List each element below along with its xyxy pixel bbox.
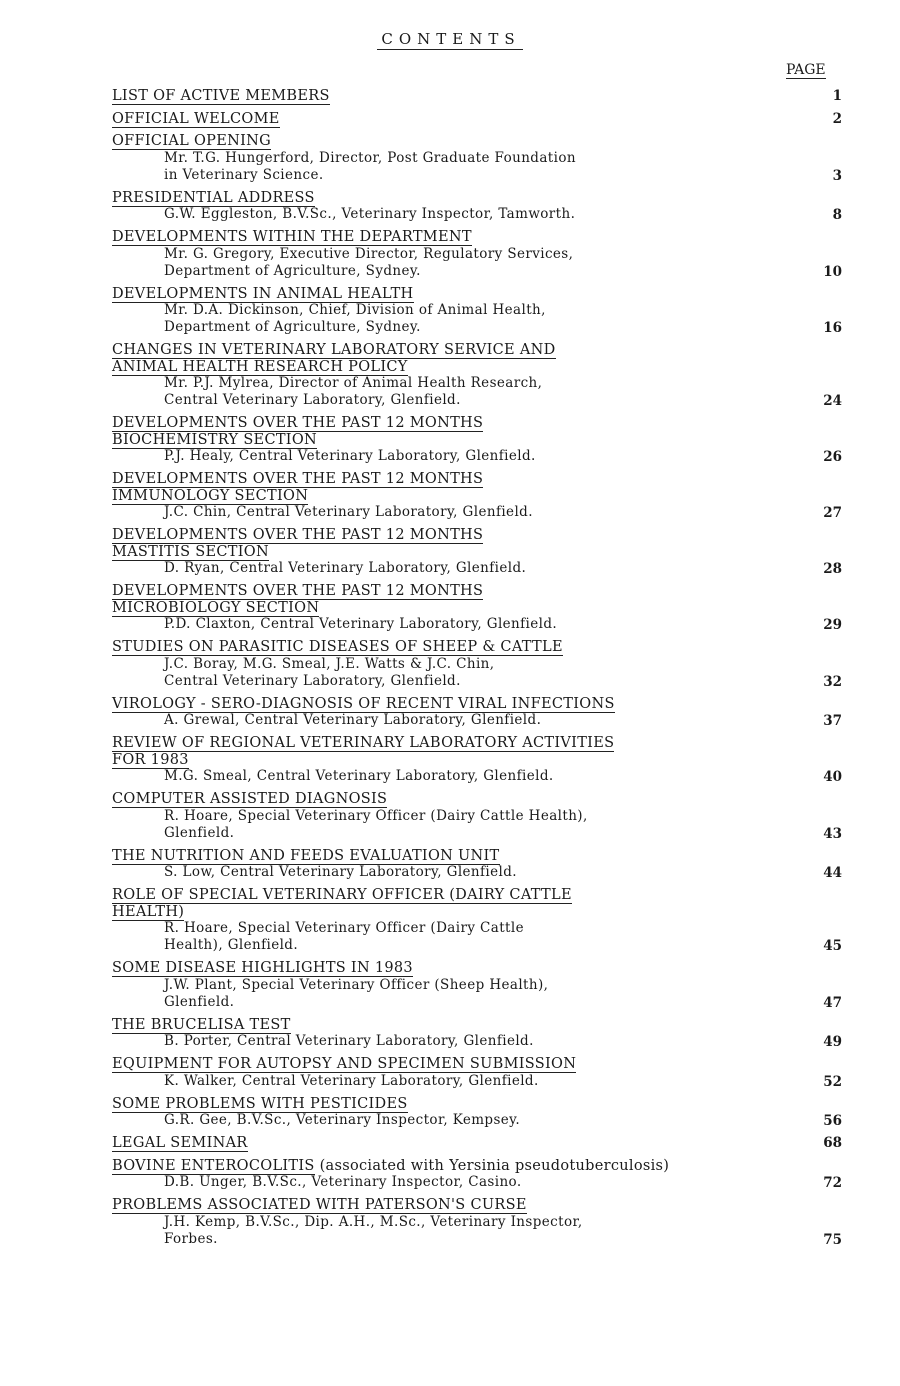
entry-heading [112,696,830,713]
entry-heading [112,583,830,616]
entry-page-number: 1 [832,88,842,104]
entry-heading-line: DEVELOPMENTS OVER THE PAST 12 MONTHS [112,583,484,599]
toc-entry [0,1135,900,1152]
toc-entry [0,88,900,105]
entry-page-number: 16 [823,320,842,336]
toc-entry [0,960,900,1011]
toc-entry [0,848,900,882]
entry-heading [112,111,830,128]
entry-heading [112,229,830,246]
entry-heading-line: DEVELOPMENTS OVER THE PAST 12 MONTHS [112,471,484,487]
entry-heading-line: CHANGES IN VETERINARY LABORATORY SERVICE AND [112,342,556,358]
entry-author-line: P.J. Healy, Central Veterinary Laboratory, Glenfield. [164,448,536,464]
toc-entry [0,471,900,521]
entry-author-line: J.C. Boray, M.G. Smeal, J.E. Watts & J.C. Chin, [164,655,495,672]
entry-heading [112,1056,830,1073]
entry-page-number: 29 [823,617,842,633]
toc-entry [0,111,900,128]
entry-author-line: J.W. Plant, Special Veterinary Officer (Sheep Health), [164,976,549,993]
entry-heading-line: BIOCHEMISTRY SECTION [112,431,318,448]
entry-heading [112,1197,830,1214]
entry-heading-line: MASTITIS SECTION [112,543,269,560]
entry-author-line: Glenfield. [164,993,235,1010]
entry-heading [112,415,830,448]
toc-entry [0,1158,900,1192]
entry-heading-line: THE BRUCELISA TEST [112,1016,291,1033]
entry-page-number: 44 [823,865,842,881]
toc-entry [0,415,900,465]
entry-heading [112,791,830,808]
entry-page-number: 8 [832,207,842,223]
entry-page-number: 40 [823,769,842,785]
entry-author-line: Central Veterinary Laboratory, Glenfield. [164,672,461,689]
entry-heading-line: PROBLEMS ASSOCIATED WITH PATERSON'S CURSE [112,1197,527,1213]
entry-heading [112,88,830,105]
entry-heading-line: FOR 1983 [112,751,189,768]
toc-entry [0,639,900,690]
entry-heading-line: THE NUTRITION AND FEEDS EVALUATION UNIT [112,847,500,864]
entry-page-number: 27 [823,505,842,521]
entry-author-line: D. Ryan, Central Veterinary Laboratory, Glenfield. [164,560,527,576]
toc-entry [0,791,900,842]
entry-page-number: 52 [823,1073,842,1090]
toc-entry [0,696,900,730]
entry-heading [112,1158,830,1175]
entry-heading-line: ROLE OF SPECIAL VETERINARY OFFICER (DAIRY CATTLE [112,887,572,903]
entry-author-line: G.R. Gee, B.V.Sc., Veterinary Inspector, Kempsey. [164,1112,521,1128]
entry-author-line: Department of Agriculture, Sydney. [164,262,421,279]
entry-page-number: 10 [823,263,842,280]
entry-author-line: B. Porter, Central Veterinary Laboratory, Glenfield. [164,1033,534,1049]
entry-author-line: J.C. Chin, Central Veterinary Laboratory, Glenfield. [164,504,533,520]
entry-heading [112,1096,830,1113]
toc-entry [0,1197,900,1248]
entry-heading [112,190,830,207]
toc-entry [0,342,900,409]
entry-heading [112,286,830,303]
entry-author-line: P.D. Claxton, Central Veterinary Laboratory, Glenfield. [164,616,558,632]
entry-heading-line: MICROBIOLOGY SECTION [112,599,320,616]
entry-author-line: G.W. Eggleston, B.V.Sc., Veterinary Inspector, Tamworth. [164,206,576,222]
entry-page-number: 2 [832,110,842,127]
entry-author-line: Mr. T.G. Hungerford, Director, Post Graduate Foundation [164,149,576,166]
entry-heading-line: STUDIES ON PARASITIC DISEASES OF SHEEP & CATTLE [112,639,563,655]
entry-author-line: Forbes. [164,1230,218,1247]
page-column-label: PAGE [786,62,826,78]
entry-heading-line: DEVELOPMENTS WITHIN THE DEPARTMENT [112,229,472,245]
entry-author-line: J.H. Kemp, B.V.Sc., Dip. A.H., M.Sc., Veterinary Inspector, [164,1213,583,1230]
entry-page-number: 45 [823,938,842,954]
entry-heading [112,342,830,375]
entry-heading [112,1017,830,1034]
entry-heading-line: PRESIDENTIAL ADDRESS [112,189,315,206]
entry-page-number: 72 [823,1175,842,1191]
entry-heading-line: DEVELOPMENTS OVER THE PAST 12 MONTHS [112,415,484,431]
entry-heading [112,133,830,150]
entry-author-line: A. Grewal, Central Veterinary Laboratory, Glenfield. [164,712,542,728]
entry-page-number: 37 [823,713,842,729]
entry-author-line: D.B. Unger, B.V.Sc., Veterinary Inspector, Casino. [164,1174,522,1190]
entry-heading-line: BOVINE ENTEROCOLITIS [112,1157,315,1174]
entry-author-line: R. Hoare, Special Veterinary Officer (Dairy Cattle [164,920,524,936]
entry-heading-line: OFFICIAL WELCOME [112,110,280,127]
entry-heading-line: HEALTH) [112,903,185,920]
entry-page-number: 28 [823,561,842,577]
entry-page-number: 75 [823,1231,842,1248]
entry-author-line: Mr. D.A. Dickinson, Chief, Division of Animal Health, [164,302,546,318]
entry-heading-line: SOME DISEASE HIGHLIGHTS IN 1983 [112,960,413,976]
entry-page-number: 26 [823,449,842,465]
toc-entry [0,1056,900,1090]
toc-entry [0,190,900,224]
entry-author-line: Glenfield. [164,824,235,841]
entry-heading-line: DEVELOPMENTS IN ANIMAL HEALTH [112,285,414,302]
entry-heading [112,471,830,504]
toc-entry [0,887,900,954]
entry-heading-line: LIST OF ACTIVE MEMBERS [112,88,330,104]
entry-author-line: R. Hoare, Special Veterinary Officer (Dairy Cattle Health), [164,807,588,824]
entry-author-line: M.G. Smeal, Central Veterinary Laboratory, Glenfield. [164,768,554,784]
contents-title: CONTENTS [0,30,900,48]
entry-author-line: Central Veterinary Laboratory, Glenfield. [164,392,461,408]
entry-heading [112,848,830,865]
toc-entry [0,229,900,280]
entry-heading-line: LEGAL SEMINAR [112,1135,248,1151]
entry-author-line: K. Walker, Central Veterinary Laboratory, Glenfield. [164,1072,539,1089]
entry-heading-line: EQUIPMENT FOR AUTOPSY AND SPECIMEN SUBMISSION [112,1056,577,1072]
entry-page-number: 49 [823,1034,842,1050]
entry-heading-line: SOME PROBLEMS WITH PESTICIDES [112,1095,408,1112]
entry-heading [112,639,830,656]
entry-page-number: 56 [823,1113,842,1129]
entry-page-number: 47 [823,994,842,1011]
entry-author-line: Mr. P.J. Mylrea, Director of Animal Health Research, [164,375,543,391]
entry-heading-line: OFFICIAL OPENING [112,133,271,149]
entry-author-line: in Veterinary Science. [164,166,324,183]
toc-entry [0,1017,900,1051]
toc-entry [0,735,900,785]
entry-author-line: S. Low, Central Veterinary Laboratory, Glenfield. [164,864,517,880]
entry-heading [112,527,830,560]
entry-page-number: 68 [823,1135,842,1151]
entry-heading [112,960,830,977]
entry-heading-line: DEVELOPMENTS OVER THE PAST 12 MONTHS [112,527,484,543]
entry-author-line: Health), Glenfield. [164,937,299,953]
table-of-contents [0,88,900,1254]
entry-page-number: 24 [823,393,842,409]
entry-heading-line: IMMUNOLOGY SECTION [112,487,309,504]
entry-author-line: Mr. G. Gregory, Executive Director, Regulatory Services, [164,245,574,262]
toc-entry [0,133,900,184]
entry-page-number: 32 [823,673,842,690]
entry-heading-line: ANIMAL HEALTH RESEARCH POLICY [112,358,408,375]
entry-heading [112,887,830,920]
entry-heading [112,1135,830,1152]
entry-heading [112,735,830,768]
toc-entry [0,583,900,633]
toc-entry [0,527,900,577]
toc-entry [0,1096,900,1130]
toc-entry [0,286,900,337]
entry-heading-line: VIROLOGY - SERO-DIAGNOSIS OF RECENT VIRAL INFECTIONS [112,695,615,712]
entry-page-number: 43 [823,825,842,842]
entry-heading-line: REVIEW OF REGIONAL VETERINARY LABORATORY ACTIVITIES [112,735,615,751]
entry-heading-line: COMPUTER ASSISTED DIAGNOSIS [112,791,388,807]
entry-page-number: 3 [832,167,842,184]
entry-author-line: Department of Agriculture, Sydney. [164,319,421,335]
entry-heading-suffix: (associated with Yersinia pseudotuberculosis) [314,1157,670,1174]
